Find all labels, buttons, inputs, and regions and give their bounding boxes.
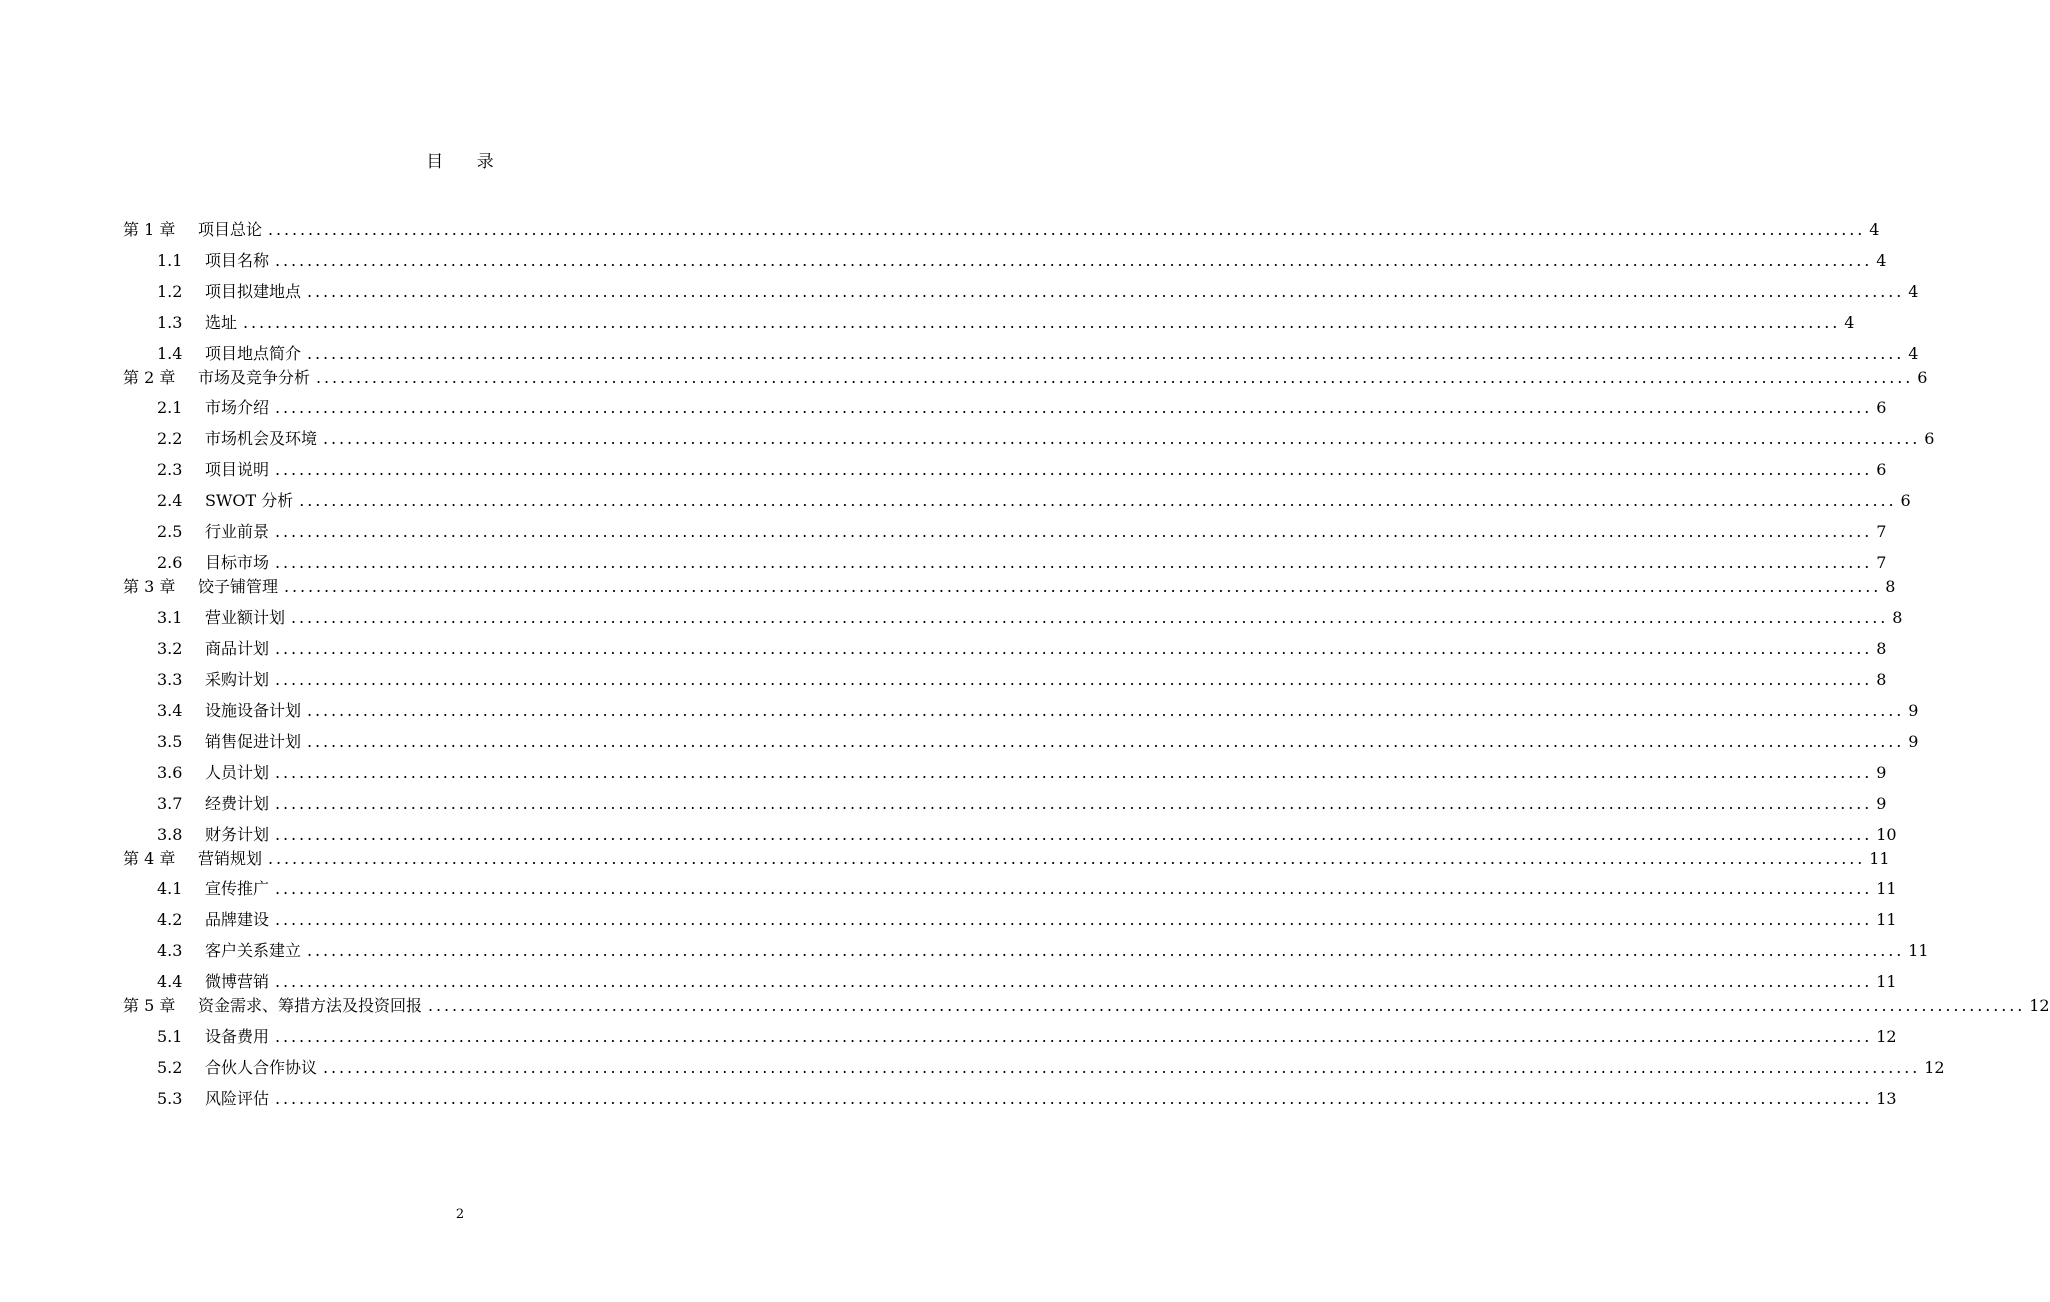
toc-entry-label: 营销规划 xyxy=(198,849,263,868)
toc-entry-page-number: 9 xyxy=(1908,701,1919,720)
toc-entry-number: 3.3 xyxy=(157,670,183,689)
toc-entry-label: 市场机会及环境 xyxy=(205,429,318,448)
toc-chapter-entry xyxy=(0,576,1896,598)
toc-leader-dots: ........................................................................................................................................................................................................ xyxy=(275,825,1873,844)
toc-entry-page-number: 6 xyxy=(1924,429,1935,448)
toc-section-entry xyxy=(0,731,1919,753)
toc-entry-number: 第 3 章 xyxy=(123,577,176,596)
toc-leader-dots: ........................................................................................................................................................................................................ xyxy=(275,910,1873,929)
toc-entry-number: 1.4 xyxy=(157,344,183,363)
toc-leader-dots: ........................................................................................................................................................................................................ xyxy=(275,794,1873,813)
toc-entry-label: 品牌建设 xyxy=(205,910,270,929)
toc-entry-label: 财务计划 xyxy=(205,825,270,844)
toc-entry-number: 5.3 xyxy=(157,1089,183,1108)
toc-section-entry xyxy=(0,1088,1897,1110)
toc-entry-number: 1.3 xyxy=(157,313,183,332)
toc-leader-dots: ........................................................................................................................................................................................................ xyxy=(268,220,1866,239)
toc-entry-number: 2.6 xyxy=(157,553,183,572)
toc-chapter-entry xyxy=(0,367,1928,389)
toc-entry-page-number: 10 xyxy=(1876,825,1897,844)
toc-entry-number: 第 5 章 xyxy=(123,996,176,1015)
toc-section-entry xyxy=(0,490,1911,512)
toc-entry-label: 人员计划 xyxy=(205,763,270,782)
toc-section-entry xyxy=(0,793,1887,815)
toc-entry-number: 3.7 xyxy=(157,794,183,813)
toc-entry-number: 第 1 章 xyxy=(123,220,176,239)
toc-entry-label: 行业前景 xyxy=(205,522,270,541)
toc-entry-label: 市场及竞争分析 xyxy=(198,368,311,387)
toc-section-entry xyxy=(0,971,1897,993)
toc-entry-label: 商品计划 xyxy=(205,639,270,658)
toc-section-entry xyxy=(0,397,1887,419)
toc-entry-page-number: 4 xyxy=(1876,251,1887,270)
toc-section-entry xyxy=(0,824,1897,846)
toc-leader-dots: ........................................................................................................................................................................................................ xyxy=(243,313,1841,332)
toc-entry-label: SWOT 分析 xyxy=(205,491,294,510)
toc-leader-dots: ........................................................................................................................................................................................................ xyxy=(323,1058,1921,1077)
toc-entry-number: 1.2 xyxy=(157,282,183,301)
toc-entry-page-number: 8 xyxy=(1892,608,1903,627)
toc-entry-page-number: 6 xyxy=(1876,460,1887,479)
toc-leader-dots: ........................................................................................................................................................................................................ xyxy=(291,608,1889,627)
toc-leader-dots: ........................................................................................................................................................................................................ xyxy=(316,368,1914,387)
toc-chapter-entry xyxy=(0,995,2050,1017)
toc-entry-label: 资金需求、筹措方法及投资回报 xyxy=(198,996,423,1015)
toc-entry-number: 第 4 章 xyxy=(123,849,176,868)
toc-entry-label: 选址 xyxy=(205,313,238,332)
toc-entry-label: 设备费用 xyxy=(205,1027,270,1046)
toc-entry-page-number: 12 xyxy=(1876,1027,1897,1046)
toc-entry-page-number: 12 xyxy=(1924,1058,1945,1077)
toc-leader-dots: ........................................................................................................................................................................................................ xyxy=(323,429,1921,448)
toc-entry-page-number: 4 xyxy=(1869,220,1880,239)
toc-entry-label: 项目名称 xyxy=(205,251,270,270)
toc-entry-page-number: 11 xyxy=(1908,941,1929,960)
toc-entry-label: 销售促进计划 xyxy=(205,732,302,751)
toc-leader-dots: ........................................................................................................................................................................................................ xyxy=(275,879,1873,898)
toc-entry-label: 市场介绍 xyxy=(205,398,270,417)
toc-entry-page-number: 4 xyxy=(1908,344,1919,363)
toc-entry-page-number: 13 xyxy=(1876,1089,1897,1108)
toc-section-entry xyxy=(0,459,1887,481)
toc-entry-page-number: 9 xyxy=(1876,763,1887,782)
toc-chapter-entry xyxy=(0,848,1890,870)
toc-entry-page-number: 9 xyxy=(1876,794,1887,813)
toc-leader-dots: ........................................................................................................................................................................................................ xyxy=(275,639,1873,658)
toc-entry-number: 2.1 xyxy=(157,398,183,417)
toc-entry-number: 第 2 章 xyxy=(123,368,176,387)
toc-leader-dots: ........................................................................................................................................................................................................ xyxy=(299,491,1897,510)
toc-entry-label: 合伙人合作协议 xyxy=(205,1058,318,1077)
toc-entry-number: 2.4 xyxy=(157,491,183,510)
toc-section-entry xyxy=(0,607,1903,629)
toc-entry-page-number: 11 xyxy=(1876,910,1897,929)
toc-entry-number: 4.4 xyxy=(157,972,183,991)
toc-section-entry xyxy=(0,281,1919,303)
toc-leader-dots: ........................................................................................................................................................................................................ xyxy=(428,996,2026,1015)
toc-section-entry xyxy=(0,1057,1945,1079)
toc-entry-page-number: 8 xyxy=(1885,577,1896,596)
toc-leader-dots: ........................................................................................................................................................................................................ xyxy=(307,941,1905,960)
toc-entry-number: 5.1 xyxy=(157,1027,183,1046)
toc-entry-number: 4.2 xyxy=(157,910,183,929)
toc-entry-label: 采购计划 xyxy=(205,670,270,689)
toc-entry-number: 1.1 xyxy=(157,251,183,270)
toc-section-entry xyxy=(0,343,1919,365)
toc-leader-dots: ........................................................................................................................................................................................................ xyxy=(275,460,1873,479)
toc-entry-page-number: 7 xyxy=(1876,553,1887,572)
toc-entry-number: 3.8 xyxy=(157,825,183,844)
toc-leader-dots: ........................................................................................................................................................................................................ xyxy=(275,398,1873,417)
toc-leader-dots: ........................................................................................................................................................................................................ xyxy=(275,251,1873,270)
toc-section-entry xyxy=(0,428,1935,450)
toc-entry-label: 项目拟建地点 xyxy=(205,282,302,301)
toc-leader-dots: ........................................................................................................................................................................................................ xyxy=(307,701,1905,720)
toc-entry-label: 项目总论 xyxy=(198,220,263,239)
toc-entry-label: 项目说明 xyxy=(205,460,270,479)
toc-title: 目 录 xyxy=(426,152,508,172)
toc-entry-number: 3.1 xyxy=(157,608,183,627)
toc-entry-number: 4.3 xyxy=(157,941,183,960)
toc-leader-dots: ........................................................................................................................................................................................................ xyxy=(275,972,1873,991)
toc-entry-page-number: 8 xyxy=(1876,639,1887,658)
toc-leader-dots: ........................................................................................................................................................................................................ xyxy=(275,670,1873,689)
toc-entry-page-number: 11 xyxy=(1876,972,1897,991)
toc-entry-page-number: 6 xyxy=(1876,398,1887,417)
toc-entry-page-number: 9 xyxy=(1908,732,1919,751)
toc-leader-dots: ........................................................................................................................................................................................................ xyxy=(275,1089,1873,1108)
toc-entry-label: 饺子铺管理 xyxy=(198,577,279,596)
toc-section-entry xyxy=(0,669,1887,691)
toc-entry-number: 3.5 xyxy=(157,732,183,751)
toc-entry-page-number: 6 xyxy=(1917,368,1928,387)
toc-entry-label: 微博营销 xyxy=(205,972,270,991)
toc-entry-page-number: 4 xyxy=(1908,282,1919,301)
toc-entry-page-number: 4 xyxy=(1844,313,1855,332)
toc-entry-number: 3.2 xyxy=(157,639,183,658)
toc-entry-page-number: 12 xyxy=(2029,996,2050,1015)
toc-entry-page-number: 7 xyxy=(1876,522,1887,541)
toc-entry-label: 目标市场 xyxy=(205,553,270,572)
toc-leader-dots: ........................................................................................................................................................................................................ xyxy=(275,763,1873,782)
toc-leader-dots: ........................................................................................................................................................................................................ xyxy=(275,1027,1873,1046)
toc-section-entry xyxy=(0,638,1887,660)
toc-entry-label: 客户关系建立 xyxy=(205,941,302,960)
page-number: 2 xyxy=(455,1207,465,1222)
toc-entry-number: 2.3 xyxy=(157,460,183,479)
toc-leader-dots: ........................................................................................................................................................................................................ xyxy=(307,344,1905,363)
toc-entry-label: 设施设备计划 xyxy=(205,701,302,720)
toc-chapter-entry xyxy=(0,219,1880,241)
toc-entry-number: 2.2 xyxy=(157,429,183,448)
toc-entry-number: 2.5 xyxy=(157,522,183,541)
toc-entry-page-number: 6 xyxy=(1900,491,1911,510)
toc-section-entry xyxy=(0,521,1887,543)
toc-entry-number: 3.4 xyxy=(157,701,183,720)
toc-leader-dots: ........................................................................................................................................................................................................ xyxy=(284,577,1882,596)
toc-section-entry xyxy=(0,878,1897,900)
toc-entry-page-number: 11 xyxy=(1869,849,1890,868)
toc-entry-number: 4.1 xyxy=(157,879,183,898)
toc-leader-dots: ........................................................................................................................................................................................................ xyxy=(275,522,1873,541)
toc-leader-dots: ........................................................................................................................................................................................................ xyxy=(268,849,1866,868)
toc-section-entry xyxy=(0,552,1887,574)
toc-section-entry xyxy=(0,700,1919,722)
toc-section-entry xyxy=(0,1026,1897,1048)
toc-entry-number: 3.6 xyxy=(157,763,183,782)
toc-leader-dots: ........................................................................................................................................................................................................ xyxy=(275,553,1873,572)
toc-section-entry xyxy=(0,940,1929,962)
toc-entry-label: 风险评估 xyxy=(205,1089,270,1108)
toc-leader-dots: ........................................................................................................................................................................................................ xyxy=(307,282,1905,301)
toc-section-entry xyxy=(0,762,1887,784)
toc-entry-label: 项目地点简介 xyxy=(205,344,302,363)
toc-entry-label: 经费计划 xyxy=(205,794,270,813)
toc-section-entry xyxy=(0,250,1887,272)
toc-leader-dots: ........................................................................................................................................................................................................ xyxy=(307,732,1905,751)
toc-section-entry xyxy=(0,312,1855,334)
toc-entry-label: 宣传推广 xyxy=(205,879,270,898)
toc-entry-number: 5.2 xyxy=(157,1058,183,1077)
toc-entry-page-number: 11 xyxy=(1876,879,1897,898)
toc-section-entry xyxy=(0,909,1897,931)
toc-entry-label: 营业额计划 xyxy=(205,608,286,627)
toc-entry-page-number: 8 xyxy=(1876,670,1887,689)
